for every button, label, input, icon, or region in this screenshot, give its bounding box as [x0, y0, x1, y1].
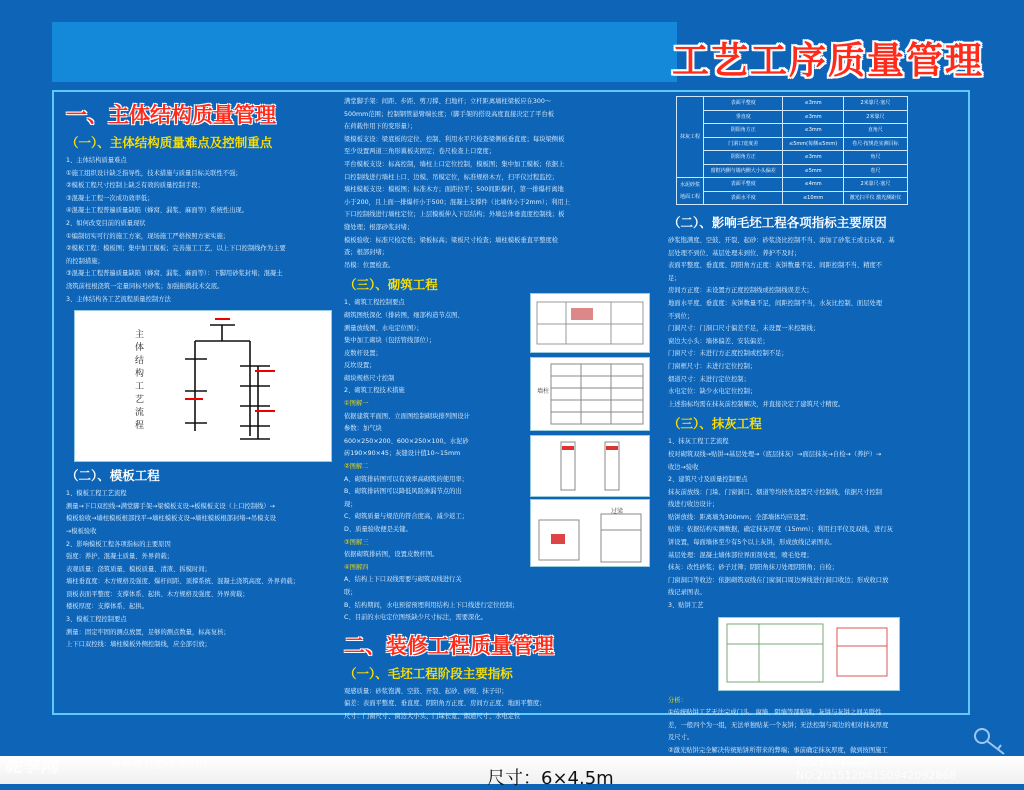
text-line: 1、模板工程工艺流程 [66, 490, 127, 498]
size-caption: 尺寸：6×4.5m [487, 768, 614, 789]
text-line: 联； [344, 588, 357, 596]
text-line: ①施工组织设计缺乏指导性，技术措施与质量目标关联性不强； [66, 169, 242, 177]
subsection-heading-masonry: （三）、砌筑工程 [344, 277, 438, 293]
text-line: ①图解一 [344, 400, 369, 408]
text-line: 观感质量：砂浆饱满、空鼓、开裂、起砂、砂眼、抹子印； [344, 687, 508, 695]
watermark-url: www.nipic.com [110, 756, 208, 771]
text-line: 地面水平度、垂直度：灰饼数量不足，间距控制不当，水灰比控制、面层处理 [668, 299, 883, 307]
text-line: 楼板厚度：支撑体系、起拱。 [66, 603, 148, 611]
text-line: 表观质量：浇筑质量、模板质量、清渣、拆模时间； [66, 565, 211, 573]
text-line: 1、抹灰工程工艺流程 [668, 438, 729, 446]
text-line: 下口控制线进行墙柱定位；上层模板伸入下层结构；外墙总体垂直度控制线；板 [344, 211, 565, 219]
text-line: 层处理不到位、基层处理未到位、养护不及时； [668, 249, 801, 257]
text-line: ②模板工程尺寸控制上缺乏有效的质量控制手段； [66, 182, 204, 190]
table-cell: 表面水平度 [704, 191, 783, 205]
table-cell: ≤3mm [783, 110, 843, 124]
subsection-heading: （一）、主体结构质量难点及控制重点 [66, 135, 273, 150]
text-line: C、目前的水电定位图纸缺少尺寸标注，需要深化。 [344, 614, 487, 622]
text-line: ④混凝土工程普遍质量缺陷（蜂窝、漏浆、麻面等）系统性出现。 [66, 207, 248, 215]
text-line: 满堂脚手架：间距、步距、剪刀撑、扫地杆；立杆距离墙柱梁板应在300～ [344, 98, 552, 105]
title-banner [52, 22, 677, 82]
text-line: 平台模板支设：标高控制，墙柱上口定位控制，模板图；集中加工模板；依据上 [344, 160, 565, 168]
section-heading-decoration: 二、装修工程质量管理 [344, 633, 554, 658]
table-row [677, 191, 908, 205]
main-title: 工艺工序质量管理 [672, 39, 984, 82]
text-line: 上下口双控线：墙柱模板外侧控制线，应全部引放； [66, 641, 211, 649]
text-line: 收边→验收 [668, 463, 699, 471]
table-row [677, 124, 908, 138]
table-cell: 窗框内侧与墙内侧大小头偏差 [704, 164, 783, 178]
text-line: 水电定位：缺少水电定位控制； [668, 388, 757, 396]
text-line: 1、砌筑工程控制要点 [344, 299, 405, 307]
text-line: 2、砌筑工程技术措施 [344, 387, 405, 395]
text-line: 差，一般四个为一组，无法单独贴某一个灰饼；无法控制与周边的相对抹灰厚度 [668, 721, 889, 729]
text-block [344, 96, 660, 272]
text-line: 基层处理：混凝土墙体部位界面剂处理，喷毛处理； [668, 551, 813, 559]
text-line: 及尺寸。 [668, 734, 694, 742]
text-line: ③混凝土工程普遍质量缺陷（蜂窝、漏浆、麻面等）：下脚用砂浆封堵；混凝土 [66, 270, 283, 278]
table-cell: ≤3mm [783, 124, 843, 138]
process-tree-figure [74, 310, 332, 462]
table-cell: ≤5mm [783, 164, 843, 178]
masonry-figure-1 [530, 293, 650, 353]
table-cell: 表面平整度 [704, 97, 783, 111]
text-line: 测量→下口双控线→满堂脚手架→梁模板支设→板模板支设（上口控制线）→ [66, 502, 275, 510]
text-line: 3、模板工程控制要点 [66, 616, 127, 624]
text-line: A、砌筑排砖图可以有效率高砌筑的使用率； [344, 475, 468, 483]
text-line: 门窗框尺寸：未进行定位控制； [668, 362, 757, 370]
subsection-heading-causes: （二）、影响毛坯工程各项指标主要原因 [668, 215, 887, 230]
text-block [668, 235, 960, 411]
text-line: 现； [344, 500, 357, 508]
text-line: 口控制线进行墙柱上口、边模、吊模定位，标准规格木方，扫平仪过程监控； [344, 173, 559, 181]
table-cell: 卷尺·按规范实测目标 [843, 137, 907, 151]
table-cell: ≤4mm [783, 178, 843, 192]
section-heading-main-structure: 一、主体结构质量管理 [66, 103, 276, 127]
table-row [677, 97, 908, 111]
text-line: 梁模板支设：梁底板的定位、控制、利用水平尺检查梁侧板垂直度；每块梁侧板 [344, 135, 565, 143]
subsection-heading-rough: （一）、毛坯工程阶段主要指标 [344, 665, 513, 681]
text-line: 模板验收：标准尺检定性；梁板标高；梁板尺寸检查；墙柱模板垂直平整度检 [344, 236, 559, 244]
text-line: 分析： [668, 696, 687, 704]
text-line: ①传统贴饼工艺无法完成门头、窗墙、阴墙等部贴饼，灰饼与灰饼之间关联性 [668, 709, 882, 717]
text-line: 测量放线图、水电定位图）； [344, 324, 423, 332]
text-line: A、结构上下口双线需要与砌筑双线进行关 [344, 576, 462, 584]
table-group-cell: 抹灰工程 [677, 97, 704, 178]
text-line: 反坎设置； [344, 362, 376, 370]
text-line: 上述指标均需在抹灰前控制解决，并直接决定了建筑尺寸精度。 [668, 400, 845, 408]
masonry-figure-4 [530, 499, 650, 567]
text-line: 依据砌筑排砖图，设置皮数杆图。 [344, 551, 439, 559]
text-line: 不到位； [668, 312, 694, 320]
table-cell: 阴阳角方正 [704, 124, 783, 138]
text-line: 偏差：表面平整度、垂直度、阴阳角方正度、房间方正度、地面平整度； [344, 700, 546, 708]
watermark-id: ID:21901448 NO:20151204150942092868 [796, 756, 957, 782]
text-line: 模板验收→墙柱模板根部找平→墙柱模板支设→墙柱模板根部封堵→吊模支设 [66, 515, 277, 523]
text-block [344, 686, 660, 724]
middle-column [344, 96, 660, 720]
text-line: 烟道尺寸：未进行定位控制； [668, 375, 750, 383]
table-cell: 垂直度 [704, 110, 783, 124]
text-line: 浇筑前柱根浇筑一定量同标号砂浆；加强振捣技术交底。 [66, 282, 224, 290]
table-cell: ≤3mm [783, 151, 843, 165]
key-watermark-icon [968, 722, 1012, 758]
watermark-logo: 昵享网 [4, 756, 58, 777]
text-block [66, 488, 328, 652]
table-group-cell: 水泥砂浆地面工程 [677, 178, 704, 205]
text-line: 600×250×200、600×250×100。水泥砂 [344, 437, 469, 445]
text-line: D、质量验收便是关键。 [344, 526, 412, 533]
text-line: 门窗尺寸：未进行方正度控制或控制不足； [668, 350, 788, 358]
text-line: 房间方正度：未设置方正度控制线或控制线误差大； [668, 287, 813, 295]
text-line: ③混凝土工程一次成功效率低； [66, 194, 154, 202]
right-column [668, 96, 960, 754]
table-cell: 2米靠尺 [843, 110, 907, 124]
table-cell: ≤3mm [783, 97, 843, 111]
tree-diagram [75, 311, 331, 461]
table-cell: ≤5mm(每侧≤5mm) [783, 137, 843, 151]
text-line: 皮数杆设置； [344, 349, 382, 357]
table-row [677, 110, 908, 124]
table-cell: 角尺 [843, 151, 907, 165]
text-line: ③图解三 [344, 538, 369, 546]
left-column [66, 96, 328, 708]
text-line: 小于200，且上面一排爆杆小于500；混凝土支撑件（比墙体小于2mm）；利用上 [344, 198, 571, 206]
text-line: 查；根部封堵； [344, 249, 389, 257]
table-row [677, 164, 908, 178]
text-line: C、砌筑质量与规范的符合度高，减少返工； [344, 513, 469, 521]
text-line: B、砌筑排砖图可以降低风险渗漏节点的出 [344, 488, 462, 496]
text-line: 1、主体结构质量难点 [66, 157, 127, 164]
text-line: 2、建筑尺寸及质量控制要点 [668, 476, 748, 484]
text-line: 砂浆饱满度、空鼓、开裂、起砂：砂浆浇比控制不当、添加了砂浆王或石灰膏、基 [668, 237, 895, 244]
text-line: 贴饼：依据结构实测数据，确定抹灰厚度（15mm）；利用扫平仪及双线，进行灰 [668, 526, 893, 534]
table-row [677, 137, 908, 151]
text-line: 抹灰：改性砂浆；砂子过筛；阴阳角抹刀处理阴阳角；自检； [668, 564, 839, 572]
text-line: ②图解二 [344, 463, 369, 471]
text-line: 测量：固定牢固的测点放置，足够的测点数量，标高复核； [66, 628, 230, 636]
text-line: 2、如何改变目前的质量现状 [66, 219, 146, 227]
table-cell: 门洞口宽度差 [704, 137, 783, 151]
text-line: 砌块规格尺寸控制 [344, 374, 395, 382]
text-line: 墙柱垂直度：木方规格及强度、爆杆间距、顶撑系统、混凝土浇筑高度、外界荷载； [66, 578, 299, 586]
text-line: 在荷载作用下的变形量）； [344, 123, 417, 131]
text-block [344, 297, 522, 624]
text-line: 强度：养护、混凝土质量、外界荷载； [66, 553, 174, 561]
text-line: 依据建筑平面图、立面图绘制砌块排列图设计 [344, 412, 470, 420]
text-line: 表面平整度、垂直度、阴阳角方正度：灰饼数量不足、间距控制不当、精度不 [668, 262, 883, 270]
masonry-figure-3 [530, 435, 650, 497]
table-cell: ≤10mm [783, 191, 843, 205]
text-line: 3、主体结构各工艺流程质量控制方法 [66, 295, 171, 303]
table-cell: 激光扫平仪 激光测距仪 [843, 191, 907, 205]
text-line: 顶板表面平整度：支撑体系、起拱、木方规格及强度、外界荷载； [66, 590, 249, 598]
text-block [66, 155, 328, 306]
text-line: 抹灰前放线：门垛、门窗洞口、烟道等均按先设置尺寸控制线，依据尺寸控制 [668, 488, 883, 496]
table-cell: 卷尺 [843, 164, 907, 178]
text-line: 砖190×90×45；灰缝设计值10~15mm [344, 450, 461, 458]
text-line: 门窗洞口等收边：依据砌筑双线在门窗洞口周边弹线进行洞口收边；形成收口放 [668, 576, 889, 584]
table-cell: 2米靠尺·塞尺 [843, 178, 907, 192]
table-cell: 2米靠尺·塞尺 [843, 97, 907, 111]
masonry-figure-2 [530, 357, 650, 431]
subsection-heading-plaster: （三）、抹灰工程 [668, 416, 762, 432]
text-line: 至少设置两道三角形翼板夹固定；卷尺检查上口宽度； [344, 148, 496, 156]
table-cell: 直角尺 [843, 124, 907, 138]
text-line: 砌筑图纸深化（排砖图，细部构造节点图、 [344, 311, 464, 319]
text-line: 饼设置，每面墙体至少有5个以上灰饼，形成放线记录图表。 [668, 539, 836, 547]
fig-lintel-label: 过梁 [611, 508, 624, 516]
text-line: 吊模：位置检查。 [344, 261, 395, 269]
tolerance-table [676, 96, 908, 205]
text-line: 3、贴饼工艺 [668, 602, 704, 610]
text-line: 线记录图表。 [668, 589, 706, 597]
plaster-figure [718, 617, 900, 691]
text-line: 足； [668, 274, 681, 282]
text-line: 尺寸：门窗尺寸、窗边大小头、门垛长宽、烟道尺寸、水电定位 [344, 712, 521, 720]
text-line: 参数：加气块 [344, 425, 382, 433]
text-line: 缝处理；根部砂浆封堵； [344, 223, 414, 231]
text-line: 墙柱模板支设：模板图；标准木方；面距拉平；500间距爆杆，第一排爆杆离地 [344, 186, 564, 194]
text-line: 的控制措施； [66, 257, 104, 265]
text-line: 窗边大小头：墙体偏差、安装偏差； [668, 337, 769, 345]
text-line: ①编制切实可行的施工方案，现场施工严格按照方案实施； [66, 232, 230, 240]
text-line: 500mm范围；控制钢管悬臂端长度；（脚手架的搭设高度直接决定了平台板 [344, 110, 555, 118]
text-line: B、结构期间，水电预留预埋利用结构上下口线进行定位控制； [344, 601, 519, 609]
text-line: 校对砌筑双线→贴饼→基层处理→（底层抹灰）→面层抹灰→自检→（养护）→ [668, 450, 882, 458]
fig-wall-label: 墙柱 [537, 388, 550, 396]
table-cell: 表面平整度 [704, 178, 783, 192]
text-line: 贴饼放线：距离墙为300mm；全部墙体均应设置； [668, 513, 812, 521]
table-cell: 阴阳角方正 [704, 151, 783, 165]
text-line: 门洞尺寸：门洞口尺寸偏差不足，未设置一米控制线； [668, 325, 820, 333]
text-line: ④图解四 [344, 563, 369, 571]
text-line: ②激光贴饼完全解决传统贴饼所带来的弊端；事前确定抹灰厚度，做到按图施工 [668, 747, 888, 754]
text-line: ②模板工程：模板图；集中加工模板；完善施工工艺，以上下口控制线作为主要 [66, 245, 286, 253]
table-row [677, 178, 908, 192]
text-block [668, 436, 960, 612]
text-line: 集中加工砌块（包括管线部位）； [344, 337, 436, 345]
text-line: 线进行收边设计； [668, 501, 719, 509]
tree-label: 主体结构工艺流程 [135, 330, 145, 432]
text-line: 2、影响模板工程各项指标的主要原因 [66, 540, 171, 548]
subsection-heading-formwork: （二）、模板工程 [66, 468, 160, 484]
table-row [677, 151, 908, 165]
text-line: →模板验收 [66, 527, 97, 535]
